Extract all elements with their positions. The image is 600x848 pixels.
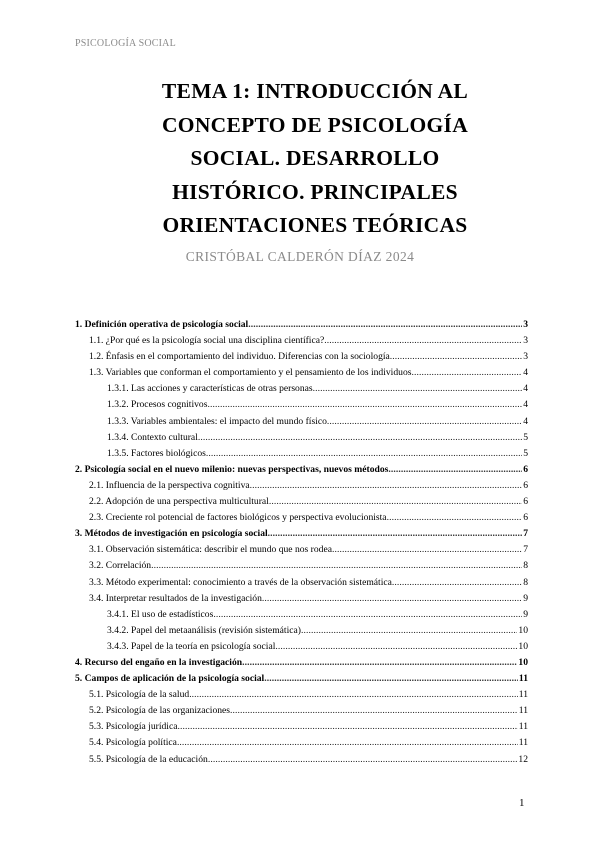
toc-entry[interactable]: [75, 752, 528, 768]
document-title: [90, 75, 540, 243]
toc-entry-page: 11: [518, 737, 528, 749]
author-line: CRISTÓBAL CALDERÓN DÍAZ 2024: [185, 249, 415, 264]
toc-entry-page: 10: [518, 624, 528, 636]
title-line: TEMA 1: INTRODUCCIÓN AL: [161, 79, 469, 103]
toc-leader-dots: [198, 430, 522, 446]
toc-entry-label: 5.3. Psicología jurídica: [89, 721, 178, 733]
toc-entry-label: 1. Definición operativa de psicología social: [75, 319, 249, 330]
toc-entry-page: 4: [523, 383, 528, 395]
toc-entry[interactable]: [75, 703, 528, 719]
toc-entry[interactable]: [75, 381, 528, 397]
toc-entry-label: 3.4.1. El uso de estadísticos: [107, 608, 214, 620]
toc-entry-page: 4: [523, 415, 528, 427]
toc-entry-label: 3. Métodos de investigación en psicología social: [75, 528, 268, 540]
toc-leader-dots: [313, 381, 523, 397]
toc-entry-page: 3: [523, 335, 528, 347]
toc-entry-page: 8: [523, 576, 528, 588]
toc-leader-dots: [411, 365, 522, 381]
toc-leader-dots: [264, 671, 518, 687]
toc-entry-label: 1.3.1. Las acciones y características de otras personas: [107, 383, 313, 395]
toc-entry[interactable]: [75, 397, 528, 413]
toc-leader-dots: [387, 510, 523, 526]
toc-entry[interactable]: [75, 671, 528, 687]
toc-leader-dots: [388, 462, 522, 478]
toc-entry-page: 9: [523, 592, 528, 604]
toc-leader-dots: [151, 558, 522, 574]
toc-entry-label: 2.3. Creciente rol potencial de factores biológicos y perspectiva evolucionista: [89, 512, 387, 524]
toc-entry-label: 5. Campos de aplicación de la psicología social: [75, 673, 265, 685]
running-header: PSICOLOGÍA SOCIAL: [75, 38, 176, 49]
toc-entry-page: 9: [523, 608, 528, 620]
toc-leader-dots: [208, 752, 518, 768]
toc-leader-dots: [327, 414, 522, 430]
toc-entry-page: 6: [523, 512, 528, 524]
toc-entry[interactable]: [75, 607, 528, 623]
toc-entry-label: 5.1. Psicología de la salud: [89, 689, 190, 701]
toc-entry-page: 5: [523, 447, 528, 459]
toc-entry[interactable]: [75, 719, 528, 735]
toc-entry-page: 6: [523, 496, 528, 508]
toc-entry-label: 2. Psicología social en el nuevo milenio: nuevas perspectivas, nuevos métodos: [75, 463, 389, 475]
toc-entry[interactable]: [75, 462, 528, 478]
toc-entry-page: 3: [523, 351, 528, 363]
toc-entry-label: 1.3.4. Contexto cultural: [107, 431, 198, 443]
toc-leader-dots: [242, 655, 517, 671]
toc-entry[interactable]: [75, 494, 528, 510]
toc-leader-dots: [230, 703, 518, 719]
toc-entry-label: 5.5. Psicología de la educación: [89, 753, 208, 765]
toc-leader-dots: [332, 542, 522, 558]
toc-entry[interactable]: [75, 430, 528, 446]
toc-entry-label: 3.4.2. Papel del metaanálisis (revisión sistemática): [107, 624, 301, 636]
toc-entry-label: 3.4.3. Papel de la teoría en psicología social: [107, 640, 276, 652]
toc-entry[interactable]: [75, 510, 528, 526]
toc-entry-page: 4: [523, 367, 528, 379]
toc-entry-label: 1.1. ¿Por qué es la psicología social una disciplina científica?: [89, 335, 325, 347]
toc-entry-page: 11: [518, 673, 528, 685]
toc-leader-dots: [207, 397, 522, 413]
toc-entry-page: 7: [523, 528, 528, 540]
toc-entry[interactable]: [75, 591, 528, 607]
toc-entry-page: 12: [518, 753, 528, 765]
toc-entry[interactable]: [75, 478, 528, 494]
toc-leader-dots: [324, 333, 522, 349]
toc-entry-label: 3.4. Interpretar resultados de la investigación: [89, 592, 262, 604]
toc-entry[interactable]: [75, 735, 528, 751]
toc-entry[interactable]: [75, 542, 528, 558]
toc-entry-page: 10: [518, 640, 528, 652]
toc-entry[interactable]: [75, 365, 528, 381]
toc-entry-label: 1.2. Énfasis en el comportamiento del individuo. Diferencias con la sociología: [89, 351, 390, 363]
toc-entry-page: 10: [518, 656, 528, 668]
toc-leader-dots: [206, 446, 522, 462]
toc-leader-dots: [248, 317, 522, 333]
title-line: SOCIAL. DESARROLLO: [190, 146, 440, 170]
toc-entry[interactable]: [75, 349, 528, 365]
toc-entry[interactable]: [75, 655, 528, 671]
toc-entry-page: 3: [523, 319, 528, 330]
title-line: HISTÓRICO. PRINCIPALES: [172, 179, 458, 204]
toc-entry[interactable]: [75, 639, 528, 655]
toc-leader-dots: [268, 526, 523, 542]
toc-entry-label: 1.3. Variables que conforman el comportamiento y el pensamiento de los individuos: [89, 367, 412, 379]
toc-entry[interactable]: [75, 446, 528, 462]
toc-entry-page: 4: [523, 399, 528, 411]
toc-entry-label: 5.4. Psicología política: [89, 737, 177, 749]
toc-leader-dots: [275, 639, 517, 655]
toc-entry[interactable]: [75, 526, 528, 542]
toc-entry-page: 7: [523, 544, 528, 556]
toc-leader-dots: [262, 591, 522, 607]
title-line: CONCEPTO DE PSICOLOGÍA: [161, 112, 469, 137]
toc-leader-dots: [189, 687, 518, 703]
title-line: ORIENTACIONES TEÓRICAS: [162, 213, 468, 237]
toc-entry-label: 3.3. Método experimental: conocimiento a través de la observación sistemática: [89, 576, 392, 588]
toc-entry-label: 2.2. Adopción de una perspectiva multicultural: [89, 496, 269, 508]
toc-entry[interactable]: [75, 317, 528, 333]
toc-entry-label: 2.1. Influencia de la perspectiva cognitiva: [89, 479, 250, 491]
toc-leader-dots: [177, 735, 518, 751]
page-number: 1: [519, 797, 525, 809]
table-of-contents: [75, 317, 528, 768]
toc-leader-dots: [301, 623, 517, 639]
toc-entry-page: 11: [518, 705, 528, 717]
toc-entry[interactable]: [75, 575, 528, 591]
toc-entry[interactable]: [75, 687, 528, 703]
toc-leader-dots: [213, 607, 522, 623]
toc-entry-label: 1.3.3. Variables ambientales: el impacto del mundo físico: [107, 415, 327, 427]
toc-entry-label: 3.2. Correlación: [89, 560, 152, 572]
toc-leader-dots: [390, 349, 522, 365]
toc-entry-page: 6: [523, 479, 528, 491]
toc-entry[interactable]: [75, 558, 528, 574]
toc-entry[interactable]: [75, 623, 528, 639]
toc-entry[interactable]: [75, 414, 528, 430]
toc-entry-page: 11: [518, 689, 528, 701]
toc-leader-dots: [392, 575, 522, 591]
toc-entry-page: 11: [518, 721, 528, 733]
toc-entry-label: 4. Recurso del engaño en la investigación: [75, 656, 243, 668]
toc-entry[interactable]: [75, 333, 528, 349]
toc-entry-label: 1.3.5. Factores biológicos: [107, 447, 206, 459]
toc-entry-label: 1.3.2. Procesos cognitivos: [107, 399, 208, 411]
toc-entry-page: 5: [523, 431, 528, 443]
toc-leader-dots: [177, 719, 517, 735]
toc-entry-label: 3.1. Observación sistemática: describir el mundo que nos rodea: [89, 544, 332, 556]
toc-entry-label: 5.2. Psicología de las organizaciones: [89, 705, 231, 717]
toc-entry-page: 6: [523, 463, 528, 475]
toc-leader-dots: [250, 478, 523, 494]
toc-entry-page: 8: [523, 560, 528, 572]
toc-leader-dots: [269, 494, 522, 510]
